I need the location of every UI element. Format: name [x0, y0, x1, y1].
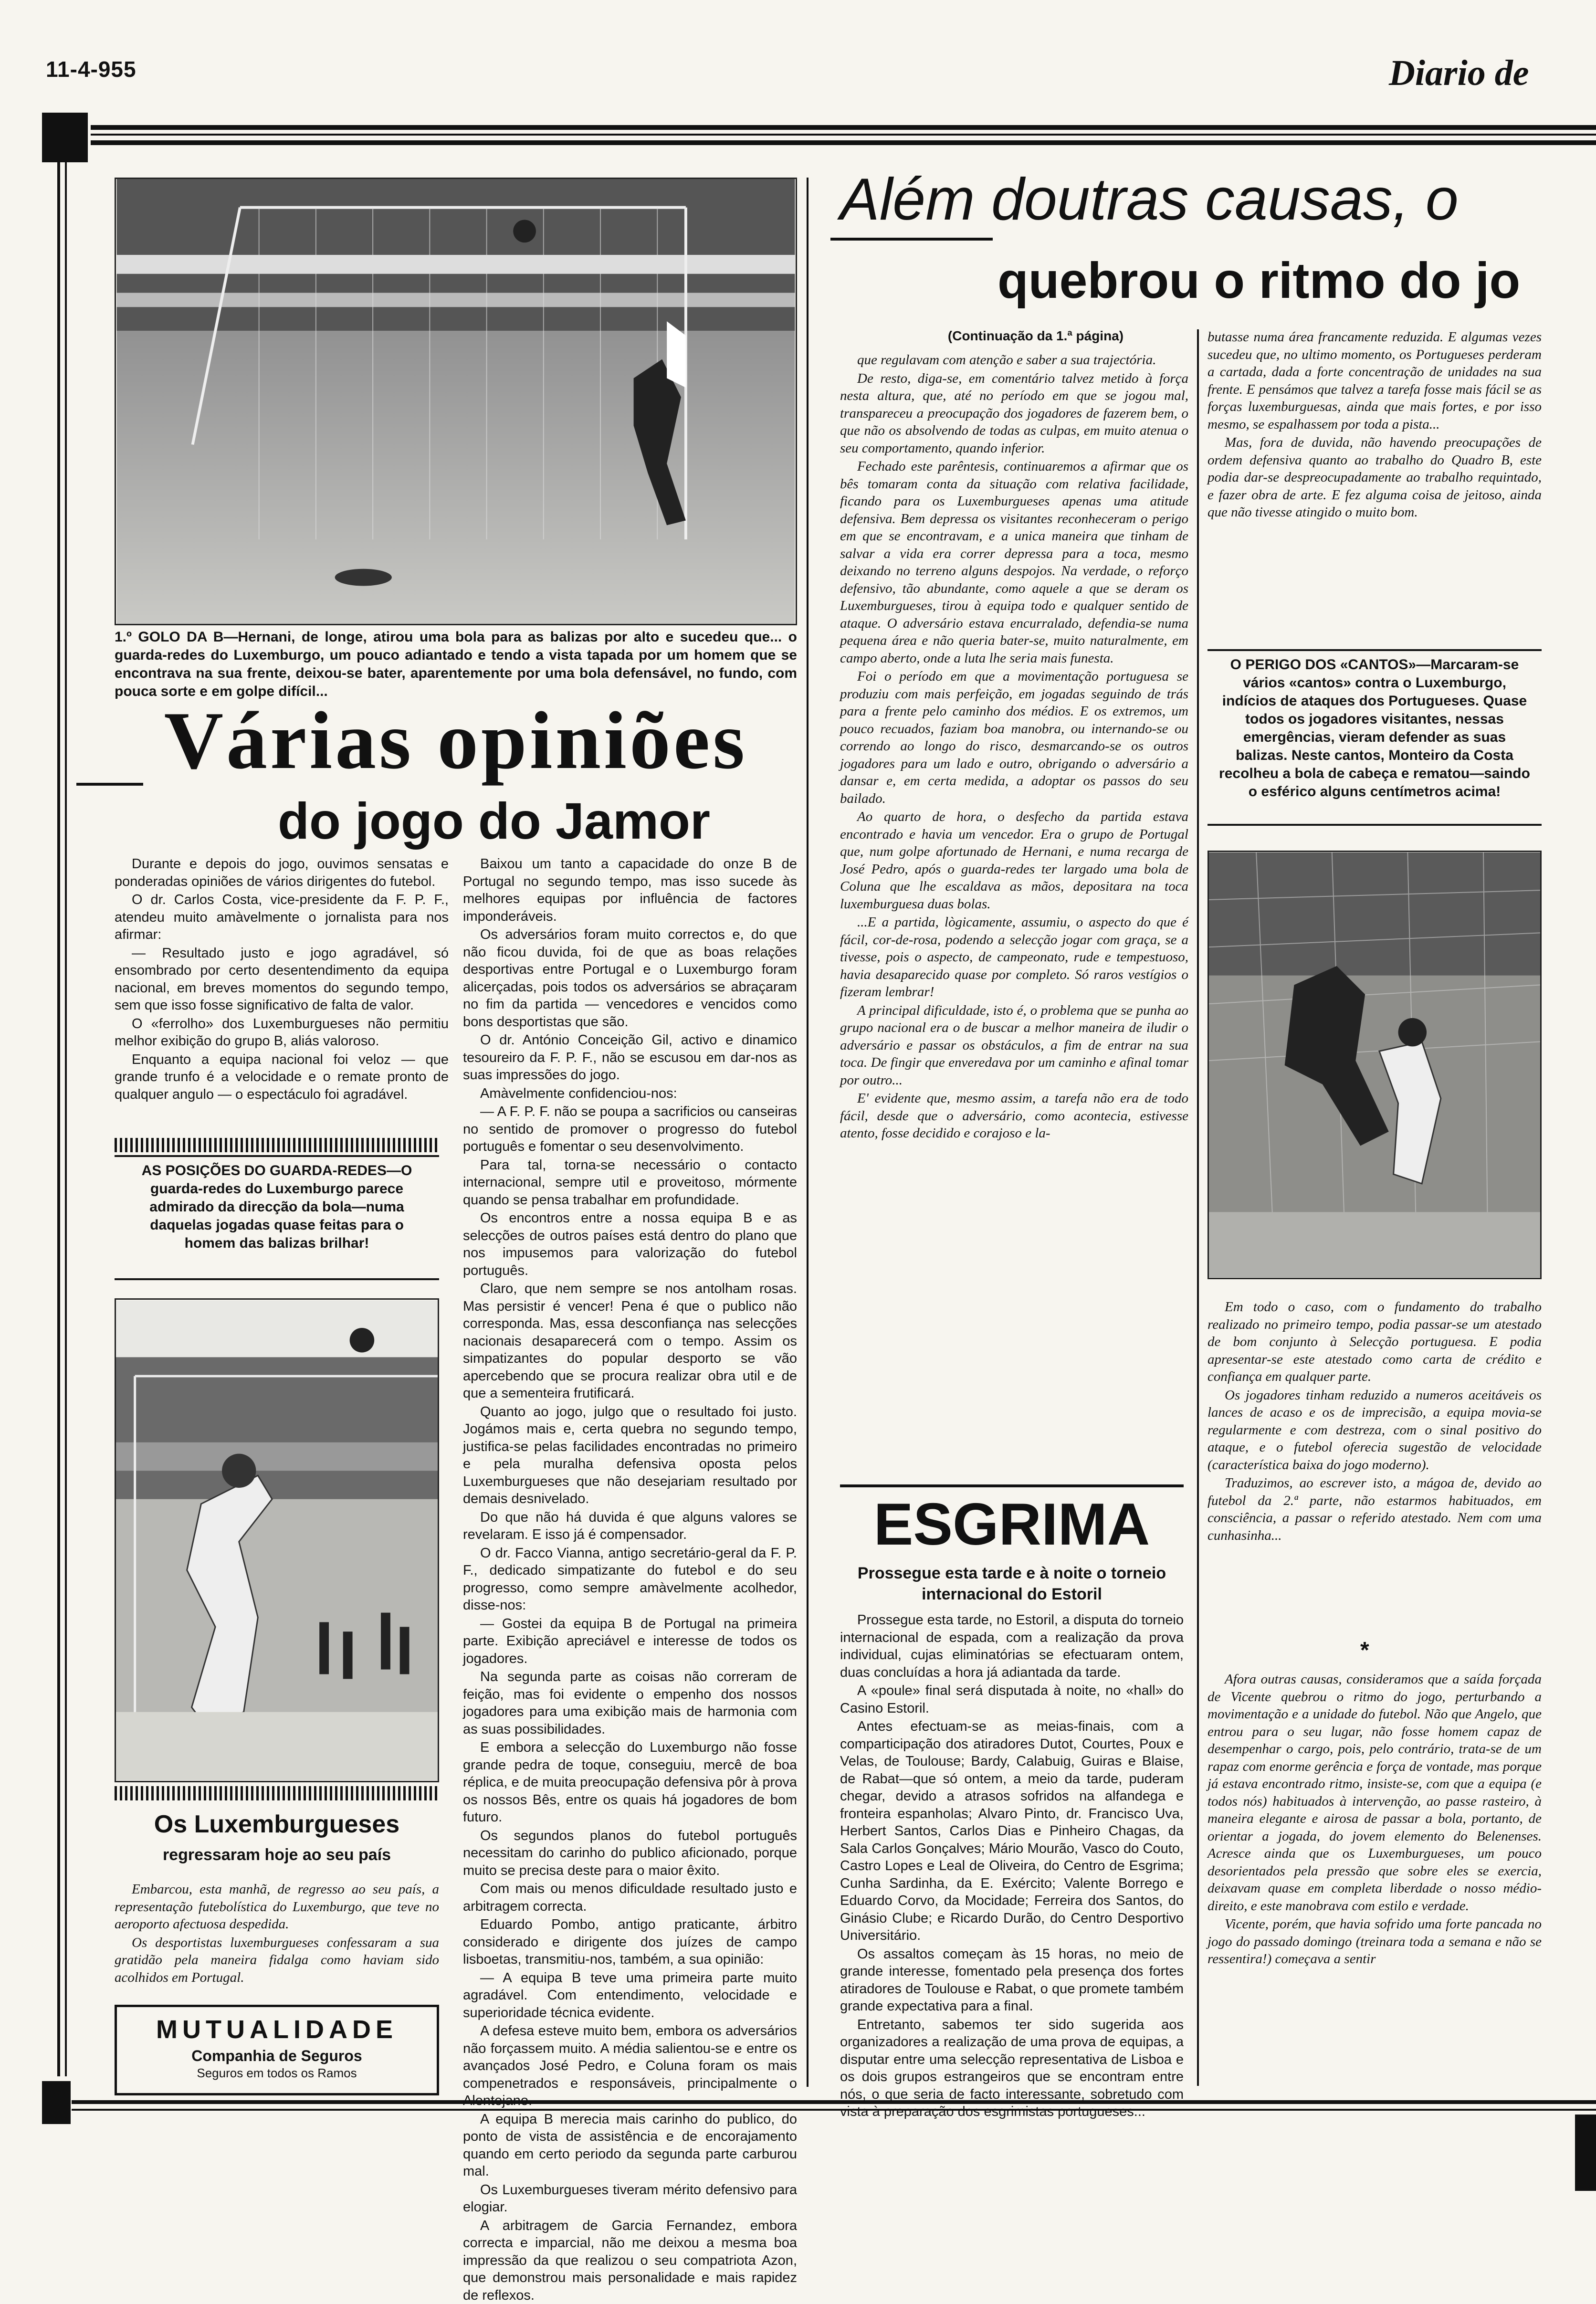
headline-jamor-game: do jogo do Jamor: [191, 792, 797, 850]
paragraph: ...E a partida, lògicamente, assumiu, o aspecto do que é fácil, cor-de-rosa, podendo a selecção jogar com graça, se a tivesse, pois o aspecto, de campeonato, rude e tempestuoso, havia desaparecido quase por completo. Só raros vestígios o fizeram lembrar!: [840, 914, 1188, 1001]
goalkeeper-diving-photo-icon: [116, 1300, 438, 1781]
paragraph: Eduardo Pombo, antigo praticante, árbitro considerado e dirigente dos juízes de campo lisboetas, transmitiu-nos, também, a sua opinião:: [463, 1916, 797, 1968]
paragraph: Para tal, torna-se necessário o contacto internacional, sempre util e proveitoso, mórmente quando se pensa trabalhar em profundidade.: [463, 1157, 797, 1209]
paragraph: Baixou um tanto a capacidade do onze B de Portugal no segundo tempo, mas isso sucede às melhores equipas por influência de factores imponderáveis.: [463, 855, 797, 925]
hatch-rule-top: [115, 1138, 439, 1152]
paragraph: Os adversários foram muito correctos e, do que não ficou duvida, foi de que as boas relações desportivas entre Portugal e o Luxemburgo foram alicerçadas, pois todos os adversários se abraçaram no fim da partida — vencedores e vencidos como bons desportistas que são.: [463, 926, 797, 1031]
headline-other-causes: Além doutras causas, o: [840, 166, 1596, 233]
paragraph: Fechado este parêntesis, continuaremos a afirmar que os bês tomaram conta da situação com relativa facilidade, ficando para os Luxemburgueses apenas uma atitude defensiva. Bem depressa os visitantes reconheceram o perigo em que se encontravam, e a unica maneira que tinham de salvar a vida era correr depressa para a toca, mesmo deixando no terreno alguns despojos. Na verdade, o reforço defensivo, tão abundante, como aquele a que se deram os Luxemburgueses, tirou à equipa todo e qualquer sentido de ataque. O adversário estava encurralado, defendia-se numa pequena área e não queria bater-se, muito naturalmente, em campo aberto, onde a luta lhe seria mais funesta.: [840, 458, 1188, 667]
column-divider: [807, 178, 808, 2087]
paragraph: Enquanto a equipa nacional foi veloz — que grande trunfo é a velocidade e o remate pronto de qualquer angulo — o espectáculo foi agradável.: [115, 1051, 449, 1104]
headline-broke-rhythm: quebrou o ritmo do jo: [998, 252, 1596, 309]
paragraph: Os assaltos começam às 15 horas, no meio de grande interesse, fomentado pela presença dos fortes atiradores de Toulouse e Rabat, o que promete também grande expectativa para a final.: [840, 1946, 1184, 2015]
paragraph: A equipa B merecia mais carinho do publico, do ponto de vista de assistência e de encorajamento quando em certo periodo da segunda parte carburou mal.: [463, 2111, 797, 2180]
top-rule-2: [91, 140, 1596, 145]
paragraph: E embora a selecção do Luxemburgo não fosse grande pedra de toque, conseguiu, mercê de boa réplica, e de muita preocupação defensiva pôr à prova os nossos Bês, entre os quais há jogadores de bom futuro.: [463, 1739, 797, 1826]
paragraph: Com mais ou menos dificuldade resultado justo e arbitragem correcta.: [463, 1880, 797, 1915]
paragraph: A principal dificuldade, isto é, o problema que se punha ao grupo nacional era o de buscar a melhor maneira de iludir o adversário e passar os obstáculos, a fim de entrar na sua toca. De fingir que enveredava por um caminho e afinal tomar por outro...: [840, 1002, 1188, 1089]
paragraph: Na segunda parte as coisas não correram de feição, mas foi evidente o empenho dos nossos jogadores para uma exibição mais de harmonia com as suas possibilidades.: [463, 1668, 797, 1738]
opinions-column-2: [463, 855, 797, 2092]
main-column-b-end: [1208, 1671, 1542, 2091]
headline-left-rule: [76, 783, 143, 786]
bottom-corner-block: [42, 2081, 71, 2124]
paragraph: O «ferrolho» dos Luxemburgueses não permitiu melhor exibição do grupo B, aliás valoroso.: [115, 1015, 449, 1050]
paragraph: De resto, diga-se, em comentário talvez metido à força nesta altura, que, até no período em que se jogou mal, transpareceu a preocupação dos jogadores de fazerem bem, o que não os absolvendo de todas as culpas, em muito atenua o seu comportamento, quando inferior.: [840, 370, 1188, 457]
box-corner-danger: O PERIGO DOS «CANTOS»—Marcaram-se vários «cantos» contra o Luxemburgo, indícios de ataques dos Portugueses. Quase todos os jogadores visitantes, nessas emergências, vieram defender as suas balizas. Neste cantos, Monteiro da Costa recolheu a bola de cabeça e rematou—saindo o esférico alguns centímetros acima!: [1208, 649, 1542, 826]
paragraph: Prossegue esta tarde, no Estoril, a disputa do torneio internacional de espada, com a realização da prova individual, cujas eliminatórias se efectuaram ontem, duas concluídas a hora já adiantada da tarde.: [840, 1611, 1184, 1681]
paragraph: — A F. P. F. não se poupa a sacrificios ou canseiras no sentido de promover o progresso do futebol português e fomentar o seu desenvolvimento.: [463, 1103, 797, 1156]
goalmouth-scramble-photo-icon: [1209, 852, 1540, 1278]
main-column-a: [840, 351, 1188, 1468]
paragraph: que regulavam com atenção e saber a sua trajectória.: [840, 351, 1188, 369]
paragraph: O dr. Facco Vianna, antigo secretário-geral da F. P. F., dedicado simpatizante do futebol e do seu progresso, como sempre amàvelmente acolhedor, disse-nos:: [463, 1545, 797, 1614]
headline-various-opinions: Várias opiniões: [115, 698, 797, 784]
photo-goalmouth: [1208, 851, 1542, 1279]
paragraph: Mas, fora de duvida, não havendo preocupações de ordem defensiva quanto ao trabalho do Quadro B, este podia dar-se despreocupadamente ao trabalho requintado, e fazer obra de arte. E fez alguma coisa de jeitoso, ainda que não tivesse atingido o muito bom.: [1208, 434, 1542, 521]
main-column-b-top: [1208, 328, 1542, 629]
paragraph: Afora outras causas, consideramos que a saída forçada de Vicente quebrou o ritmo do jogo, perturbando a movimentação e a unidade do futebol. Não que Angelo, que entrou para o seu lugar, não fosse homem capaz de desempenhar o cargo, pois, pelo contrário, trata-se de um rapaz com enorme gerência e força de vontade, mas porque já estava encontrado ritmo, insiste-se, com que a equipa (e todos nós) habituados à intervenção, ao passe rasteiro, à maneira elegante e airosa de passar a bola, portanto, de orientar a jogada, do jovem elemento do Belenenses. Acresce ainda que os Luxemburgueses, um pouco desorientados pela pressão que sobre eles se exercia, deixavam quase em completa liberdade o nosso médio-direito, e este manobrava com estilo e verdade.: [1208, 1671, 1542, 1915]
main-column-b-middle: [1208, 1298, 1542, 1628]
paragraph: Os Luxemburgueses tiveram mérito defensivo para elogiar.: [463, 2181, 797, 2216]
paragraph: Os jogadores tinham reduzido a numeros aceitáveis os lances de acaso e os de imprecisão, a equipa movia-se regularmente e com destreza, com o sinal positivo do ataque, e o futebol oferecia sugestão de velocidade (característica baixa do jogo moderno).: [1208, 1387, 1542, 1474]
luxembourgers-text: [115, 1881, 439, 2000]
photo-goalkeeper: [115, 1298, 439, 1782]
newspaper-name: Diario de: [1389, 53, 1596, 94]
paragraph: O dr. António Conceição Gil, activo e dinamico tesoureiro da F. P. F., não se escusou em dar-nos as suas impressões do jogo.: [463, 1031, 797, 1084]
paragraph: Os encontros entre a nossa equipa B e as selecções de outros países está dentro do plano que nos impusemos para valorização do futebol português.: [463, 1210, 797, 1279]
left-rule-thin: [65, 162, 67, 2076]
bottom-rule: [72, 2100, 1596, 2104]
paragraph: Os segundos planos do futebol português necessitam do carinho do publico aficionado, porque muito se precisa deste para o maior êxito.: [463, 1827, 797, 1880]
corner-block: [42, 113, 88, 162]
subhead-fencing: Prossegue esta tarde e à noite o torneio internacional do Estoril: [840, 1563, 1184, 1605]
ad-subtitle: Companhia de Seguros: [117, 2047, 437, 2065]
issue-date: 11-4-955: [46, 56, 136, 82]
ad-title: MUTUALIDADE: [117, 2015, 437, 2044]
paragraph: Embarcou, esta manhã, de regresso ao seu país, a representação futebolística do Luxemburgo, que teve no aeroporto afectuosa despedida.: [115, 1881, 439, 1933]
box-goalkeeper-positions: AS POSIÇÕES DO GUARDA-REDES—O guarda-redes do Luxemburgo parece admirado da direcção da bola—numa daquelas jogadas quase feitas para o homem das balizas brilhar!: [115, 1155, 439, 1280]
headline-fencing: ESGRIMA: [840, 1492, 1184, 1557]
paragraph: Quanto ao jogo, julgo que o resultado foi justo. Jogámos mais e, certa quebra no segundo tempo, justifica-se pelas facilidades encontradas no primeiro e pela muralha defensiva oposta pelos Luxemburgueses que não desejariam resultado por demais desnivelado.: [463, 1403, 797, 1508]
paragraph: butasse numa área francamente reduzida. E algumas vezes sucedeu que, no ultimo momento, os Portugueses perderam a cartada, dada a forte concentração de unidades na sua frente. E pensámos que talvez a tarefa fosse mais fácil se as forças luxemburguesas, ainda que mais fortes, e por isso mesmo, se espalhassem por toda a pista...: [1208, 328, 1542, 433]
left-rule: [57, 162, 60, 2076]
paragraph: Durante e depois do jogo, ouvimos sensatas e ponderadas opiniões de vários dirigentes do futebol.: [115, 855, 449, 890]
photo-first-goal: [115, 178, 797, 625]
paragraph: A «poule» final será disputada à noite, no «hall» do Casino Estoril.: [840, 1682, 1184, 1717]
ad-mutualidade: [115, 2005, 439, 2095]
paragraph: Amàvelmente confidenciou-nos:: [463, 1085, 797, 1103]
top-rule-thin: [91, 134, 1596, 136]
paragraph: Entretanto, sabemos ter sido sugerida aos organizadores a realização de uma prova de equipas, a disputar entre uma selecção representativa de Lisboa e os dois grupos estrangeiros que se encontram entre nós, o que seria de facto interessante, sobretudo com vista à preparação dos esgrimistas portugueses...: [840, 2016, 1184, 2121]
opinions-column-1: [115, 855, 449, 1123]
continuation-note: (Continuação da 1.ª página): [883, 328, 1188, 344]
column-divider-2: [1197, 329, 1199, 2086]
right-edge-block: [1575, 2115, 1596, 2191]
paragraph: Do que não há duvida é que alguns valores se revelaram. E isso já é compensador.: [463, 1509, 797, 1544]
paragraph: Vicente, porém, que havia sofrido uma forte pancada no jogo do passado domingo (treinara toda a semana e não se ressentira!) começava a sentir: [1208, 1915, 1542, 1968]
paragraph: O dr. Carlos Costa, vice-presidente da F. P. F., atendeu muito amàvelmente o jornalista para nos afirmar:: [115, 891, 449, 944]
paragraph: — Gostei da equipa B de Portugal na primeira parte. Exibição apreciável e interesse de todos os jogadores.: [463, 1615, 797, 1668]
hatch-rule-bottom: [115, 1786, 439, 1800]
paragraph: — Resultado justo e jogo agradável, só ensombrado por certo desentendimento da equipa nacional, em breves momentos do segundo tempo, sem que isso fosse significativo de falta de valor.: [115, 945, 449, 1014]
paragraph: E' evidente que, mesmo assim, a tarefa não era de todo fácil, desde que o adversário, como acontecia, estivesse atento, fosse decidido e corajoso e la-: [840, 1090, 1188, 1142]
headline-underline: [830, 238, 993, 241]
headline-luxembourgers: Os Luxemburgueses: [115, 1809, 439, 1840]
paragraph: Claro, que nem sempre se nos antolham rosas. Mas persistir é vencer! Pena é que o publico não corresponda. Mas, essa desconfiança nas selecções nacionais desaparecerá com o tempo. Assim os simpatizantes do popular desporto se vão apercebendo que se procura realizar obra util e de que a sementeira frutificará.: [463, 1280, 797, 1402]
bottom-rule-thin: [72, 2109, 1596, 2111]
paragraph: Em todo o caso, com o fundamento do trabalho realizado no primeiro tempo, podia passar-se um atestado de bom conjunto à Selecção portuguesa. E podia apresentar-se este atestado como carta de crédito e confiança em qualquer parte.: [1208, 1298, 1542, 1386]
photo-caption-first-goal: 1.º GOLO DA B—Hernani, de longe, atirou uma bola para as balizas por alto e sucedeu que... o guarda-redes do Luxemburgo, um pouco adiantado e tendo a vista tapada por um homem que se encontrava na sua frente, deixou-se bater, aparentemente por uma bola defensável, no fundo, com pouca sorte e em golpe difícil...: [115, 628, 797, 701]
subhead-returned: regressaram hoje ao seu país: [115, 1844, 439, 1865]
paragraph: A arbitragem de Garcia Fernandez, embora correcta e imparcial, não me deixou a mesma boa impressão da que realizou o seu compatriota Azon, que demonstrou mais personalidade e mais rapidez de reflexos.: [463, 2217, 797, 2304]
football-goal-photo-icon: [116, 179, 796, 624]
ad-tagline: Seguros em todos os Ramos: [117, 2066, 437, 2081]
paragraph: — A equipa B teve uma primeira parte muito agradável. Com entendimento, velocidade e superioridade técnica evidente.: [463, 1969, 797, 2022]
paragraph: Traduzimos, ao escrever isto, a mágoa de, devido ao futebol da 2.ª parte, não estarmos habituados, em consciência, a passar o referido atestado. Nem com uma cunhasinha...: [1208, 1474, 1542, 1544]
paragraph: A defesa esteve muito bem, embora os adversários não forçassem muito. A média salientou-se e entre os avançados José Pedro, e Coluna foram os mais compenetrados e responsáveis, principalmente o Alentejano.: [463, 2022, 797, 2110]
fencing-text: [840, 1611, 1184, 2084]
paragraph: Foi o período em que a movimentação portuguesa se produziu com mais perfeição, em jogadas seguindo de trás para a frente pelo caminho dos médios. E os extremos, um pouco recuados, faziam boa manobra, ou internando-se ou correndo ao longo do risco, desmarcando-se os outros jogadores para um lado e outro, obrigando o adversário a dansar e, em certa medida, a adoptar os passos do seu bailado.: [840, 668, 1188, 807]
fencing-top-rule: [840, 1484, 1184, 1487]
section-asterisk: *: [1360, 1637, 1369, 1663]
paragraph: Ao quarto de hora, o desfecho da partida estava encontrado e havia um vencedor. Era o grupo de Portugal que, num golpe afortunado de Hernani, e numa recarga de José Pedro, após o guarda-redes ter largado uma bola de Coluna que lhe escaldava as mãos, depositara na toca luxemburguesa duas bolas.: [840, 808, 1188, 913]
paragraph: Antes efectuam-se as meias-finais, com a comparticipação dos atiradores Dutot, Courtes, Poux e Velas, de Toulouse; Bardy, Calabuig, Guiras e Blaise, de Rabat—que só ontem, a meio da tarde, puderam chegar, devido a atrasos sofridos na alfandega e fronteira espanholas; Alvaro Pinto, dr. Francisco Uva, Herbert Santos, Carlos Dias e Pinheiro Chagas, da Sala Carlos Gonçalves; Mário Mourão, Vasco do Couto, Castro Lopes e Leal de Oliveira, do Centro de Esgrima; Cunha Sardinha, da E. Exército; Valente Borrego e Eduardo Corvo, da Mocidade; Ferreira dos Santos, do Ginásio Clube; e Ricardo Durão, do Centro Desportivo Universitário.: [840, 1718, 1184, 1945]
top-rule: [91, 125, 1596, 130]
paragraph: Os desportistas luxemburgueses confessaram a sua gratidão pela maneira fidalga como haviam sido acolhidos em Portugal.: [115, 1934, 439, 1987]
